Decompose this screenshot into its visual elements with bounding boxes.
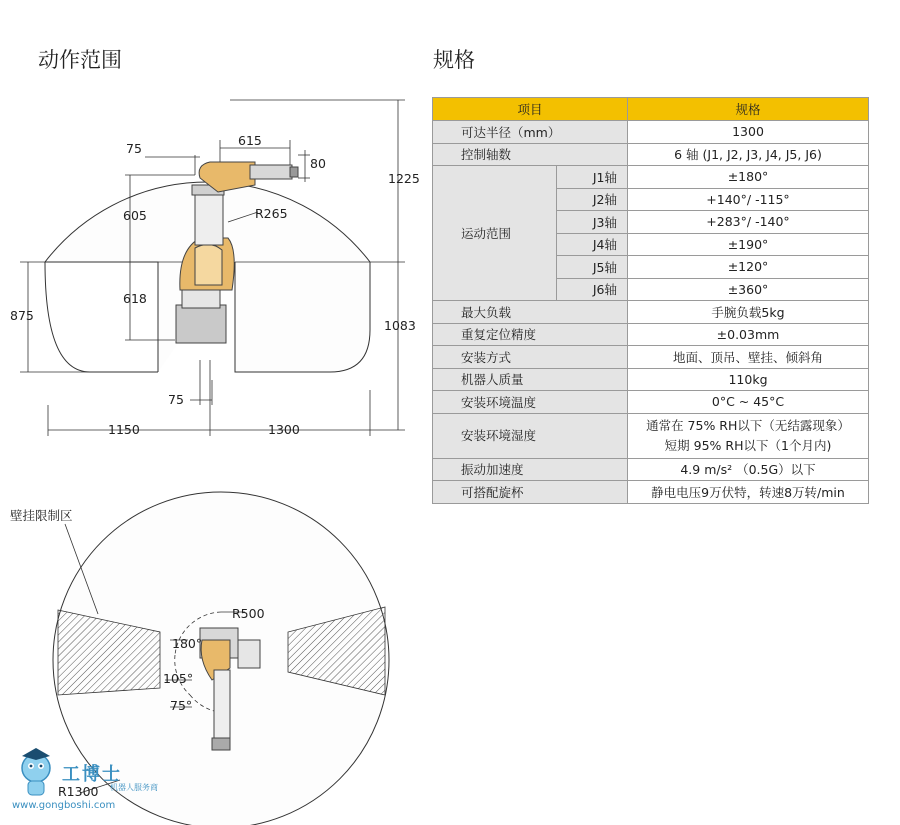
- logo-name: 工博士: [62, 764, 122, 785]
- row-value: 0°C ~ 45°C: [628, 391, 869, 414]
- joint-value: ±360°: [628, 278, 869, 301]
- spec-table: [432, 97, 869, 504]
- table-row: [433, 323, 869, 346]
- motion-range-label: 运动范围: [433, 166, 557, 301]
- row-value: 110kg: [628, 368, 869, 391]
- humidity-line-1: 通常在 75% RH以下（无结露现象）: [646, 417, 850, 433]
- table-row: [433, 166, 869, 189]
- angle-105: 105°: [163, 671, 194, 686]
- row-label: 重复定位精度: [433, 323, 628, 346]
- joint-value: +140°/ -115°: [628, 188, 869, 211]
- table-row: [433, 481, 869, 504]
- dim-1300: 1300: [268, 422, 300, 437]
- table-row: [433, 143, 869, 166]
- joint-name: J5轴: [557, 256, 628, 279]
- table-row: [433, 413, 869, 458]
- dim-875: 875: [10, 308, 34, 323]
- dim-615: 615: [238, 133, 262, 148]
- header-spec: 规格: [628, 98, 869, 121]
- logo-tagline: 机器人服务商: [110, 783, 158, 792]
- row-label: 机器人质量: [433, 368, 628, 391]
- joint-name: J1轴: [557, 166, 628, 189]
- angle-75: 75°: [170, 698, 193, 713]
- joint-name: J4轴: [557, 233, 628, 256]
- header-item: 项目: [433, 98, 628, 121]
- row-value: 6 轴 (J1, J2, J3, J4, J5, J6): [628, 143, 869, 166]
- row-value: 地面、顶吊、壁挂、倾斜角: [628, 346, 869, 369]
- dim-80: 80: [310, 156, 326, 171]
- row-label: 可搭配旋杯: [433, 481, 628, 504]
- angle-180: 180°: [172, 636, 203, 651]
- row-label: 可达半径（mm）: [433, 121, 628, 144]
- joint-value: ±120°: [628, 256, 869, 279]
- row-value: 静电电压9万伏特，转速8万转/min: [628, 481, 869, 504]
- dim-r1300: R1300: [58, 784, 99, 799]
- row-label: 安装环境湿度: [433, 413, 628, 458]
- dim-618: 618: [123, 291, 147, 306]
- dim-1150: 1150: [108, 422, 140, 437]
- dim-605: 605: [123, 208, 147, 223]
- joint-value: ±190°: [628, 233, 869, 256]
- row-value: 4.9 m/s² （0.5G）以下: [628, 458, 869, 481]
- row-value: 1300: [628, 121, 869, 144]
- motion-range-heading: 动作范围: [38, 48, 122, 72]
- humidity-line-2: 短期 95% RH以下（1个月内): [664, 437, 832, 453]
- row-value: ±0.03mm: [628, 323, 869, 346]
- spec-heading: 规格: [433, 48, 475, 72]
- table-row: [433, 458, 869, 481]
- row-value: 手腕负载5kg: [628, 301, 869, 324]
- table-row: [433, 301, 869, 324]
- row-label: 安装方式: [433, 346, 628, 369]
- wall-zone-label: 壁挂限制区: [10, 508, 73, 523]
- joint-value: ±180°: [628, 166, 869, 189]
- row-label: 控制轴数: [433, 143, 628, 166]
- table-row: [433, 391, 869, 414]
- row-label: 最大负载: [433, 301, 628, 324]
- row-value: [628, 413, 869, 458]
- dim-75-bottom: 75: [168, 392, 184, 407]
- dim-r500: R500: [232, 606, 265, 621]
- table-row: [433, 346, 869, 369]
- joint-name: J3轴: [557, 211, 628, 234]
- dim-r265: R265: [255, 206, 288, 221]
- dim-1083: 1083: [384, 318, 416, 333]
- joint-name: J2轴: [557, 188, 628, 211]
- joint-name: J6轴: [557, 278, 628, 301]
- dim-1225: 1225: [388, 171, 420, 186]
- row-label: 安装环境温度: [433, 391, 628, 414]
- dim-75-top: 75: [126, 141, 142, 156]
- table-row: [433, 121, 869, 144]
- logo-url: www.gongboshi.com: [12, 800, 116, 811]
- row-label: 振动加速度: [433, 458, 628, 481]
- joint-value: +283°/ -140°: [628, 211, 869, 234]
- table-row: [433, 368, 869, 391]
